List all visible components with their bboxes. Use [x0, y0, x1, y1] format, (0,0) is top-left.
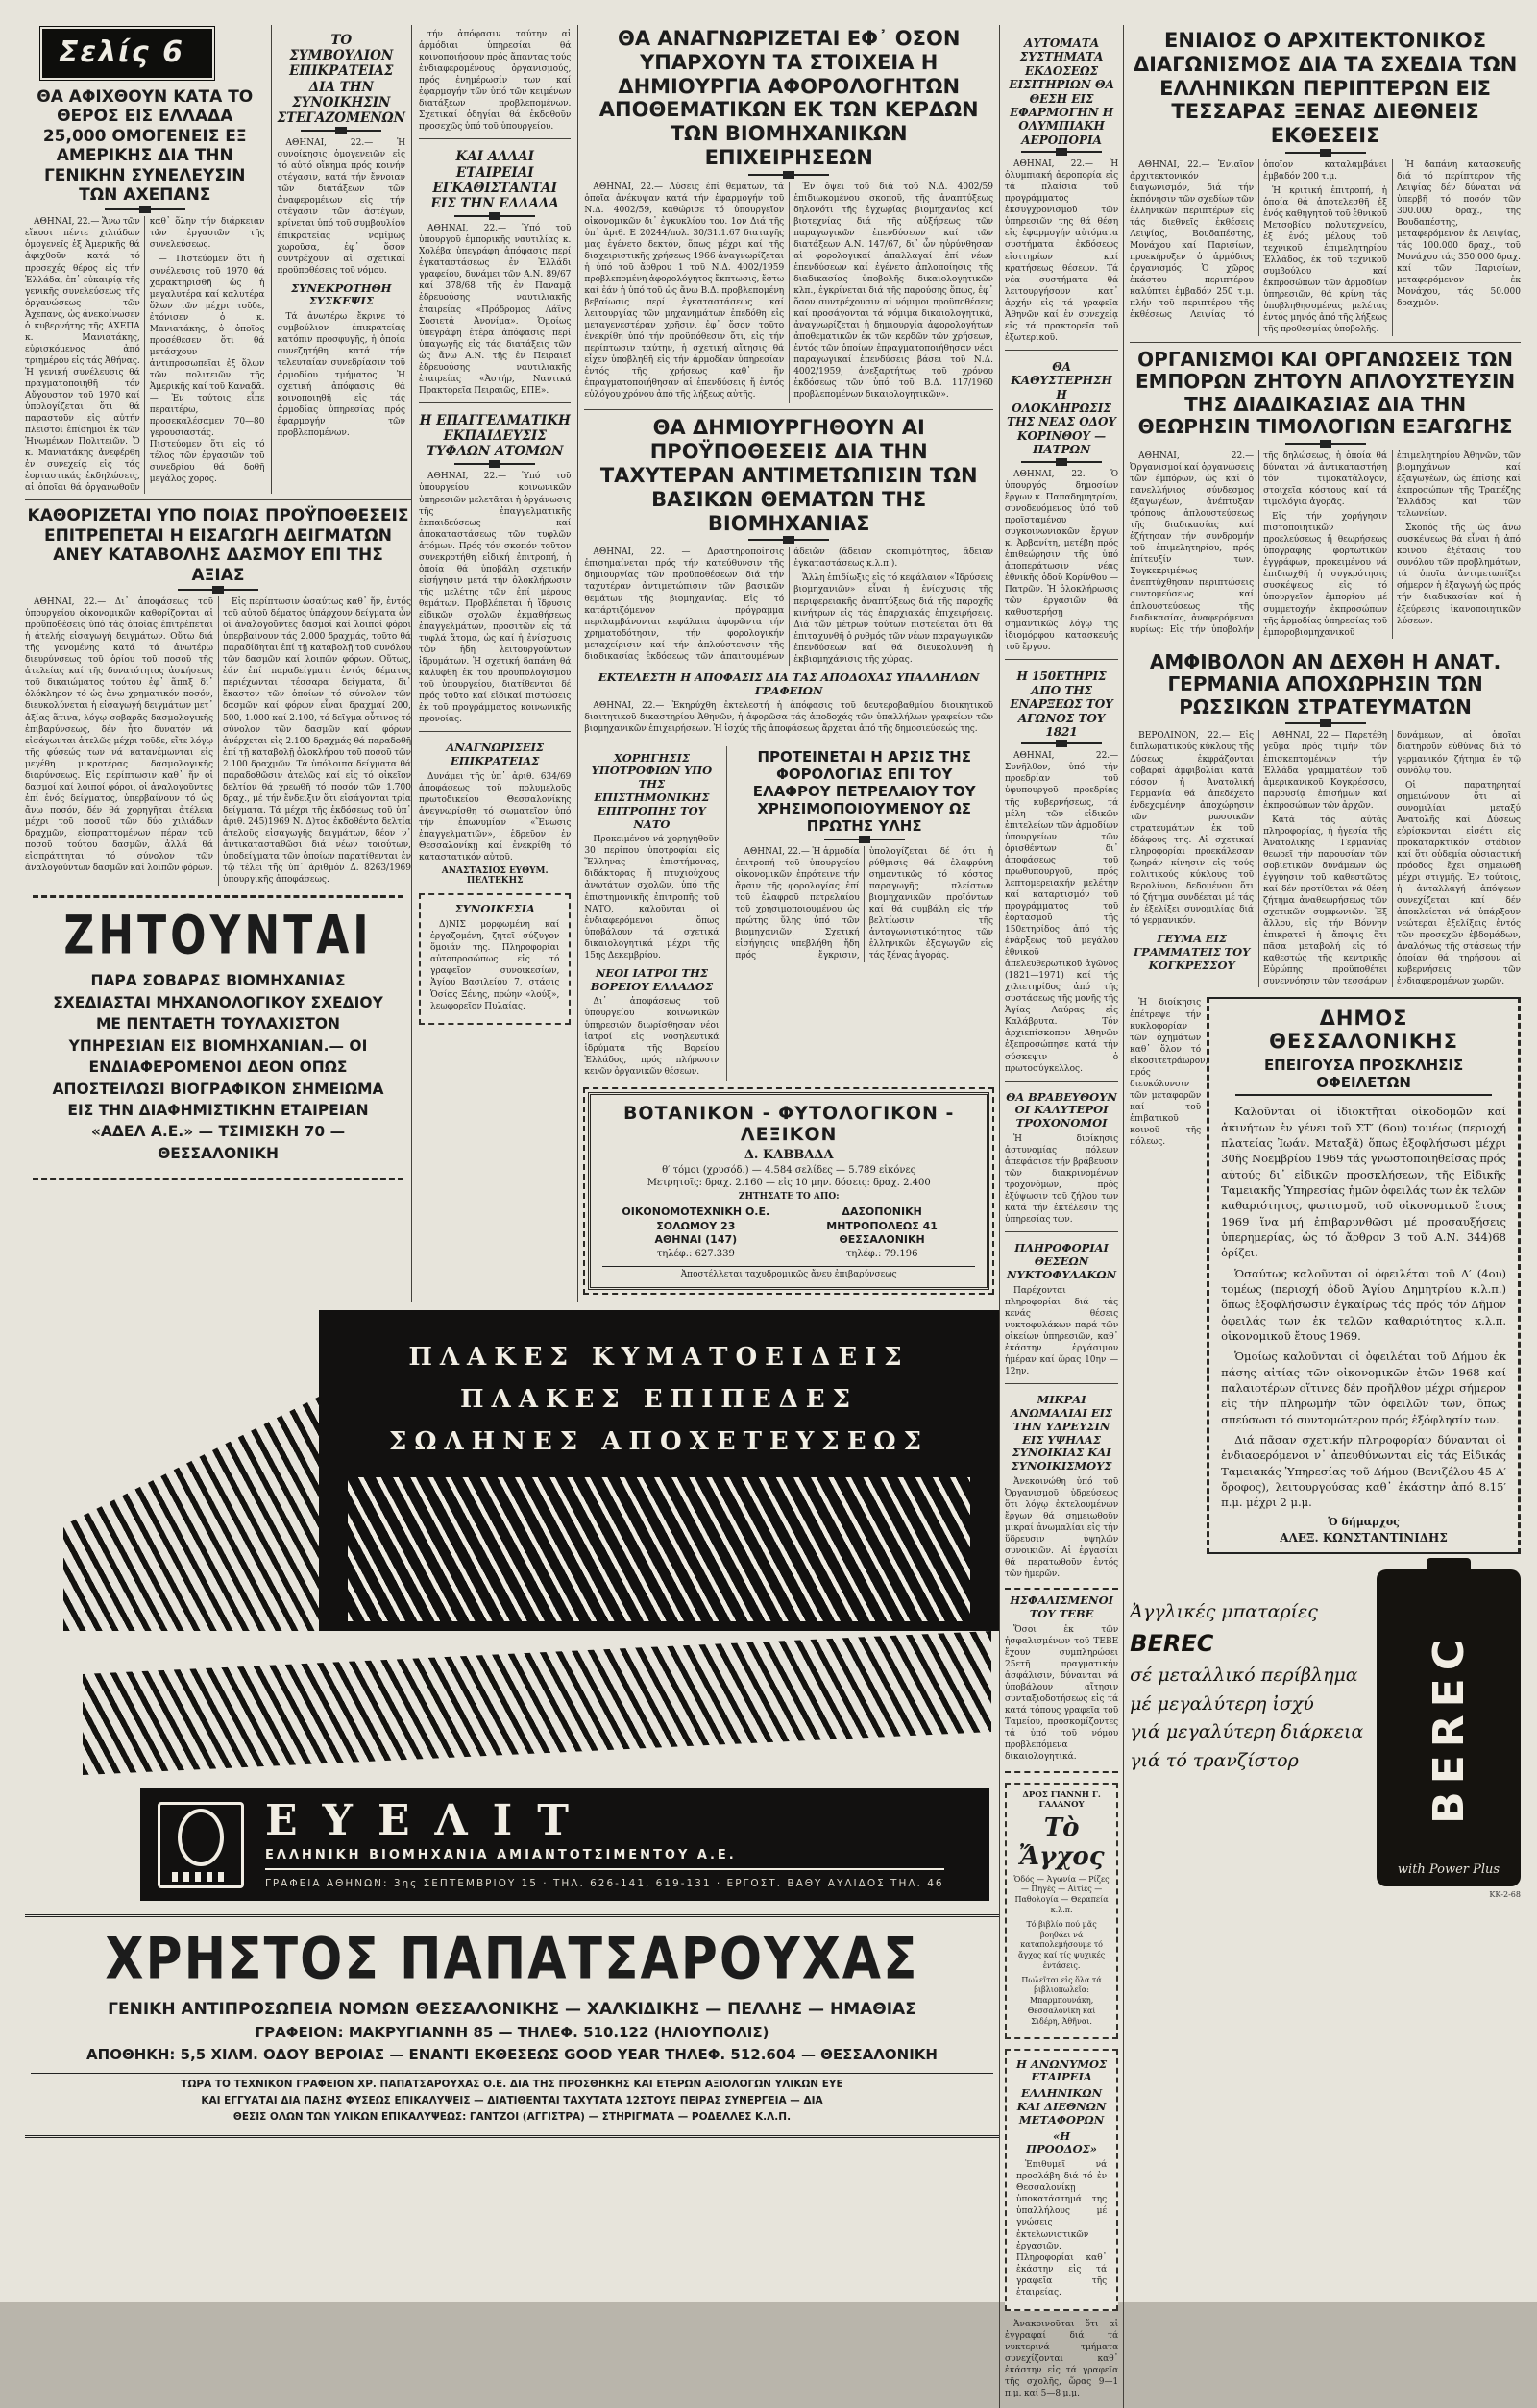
agxos-line1: Ὁδός — Ἀγωνία — Ρίζες — Πηγές — Αἰτίες — Παθολογία — Θεραπεία κ.λ.π.	[1013, 1874, 1110, 1914]
c-bottom-text: Ἀνακοινοῦται ὅτι αἱ ἐγγραφαί διά τά νυκτερινά τμήματα συνεχίζονται καθ᾽ ἑκάστην εἰς τά γραφεῖα τῆς σχολῆς, ὥρας 9—1 π.μ. καί 5—8 μ.μ.	[1005, 2319, 1119, 2399]
etiris-body	[1005, 750, 1118, 1074]
plakes-line1: ΠΛΑΚΕΣ ΚΥΜΑΤΟΕΙΔΕΙΣ	[408, 1343, 910, 1372]
classified-synoikesia	[419, 893, 571, 1024]
ad-berec	[1130, 1569, 1521, 1899]
ad-agxos	[1005, 1783, 1118, 2039]
organismoi-col3: Σκοπός τῆς ὡς ἄνω συσκέψεως θά εἶναι ἡ ἀπό κοινοῦ ἐξέτασις τοῦ συνόλου τῶν προβλημάτων, τά ὁποῖα ἀντιμετωπίζει σήμερον ἡ ἐξαγωγή ὡς πρός τήν διαδικασίαν καί ἡ ἐξεύρεσις ἱκανοποιητικῶν λύσεων.	[1397, 523, 1521, 626]
agxos-line2: Τό βιβλίο πού μᾶς βοηθάει νά καταπολεμήσουμε τό ἄγχος καί τίς ψυχικές ἐντάσεις.	[1017, 1919, 1106, 1970]
headline-divider	[454, 215, 535, 217]
automata-headline: ΑΥΤΟΜΑΤΑ ΣΥΣΤΗΜΑΤΑ ΕΚΔΟΣΕΩΣ ΕΙΣΙΤΗΡΙΩΝ ΘΑ ΘΕΣΗ ΕΙΣ ΕΦΑΡΜΟΓΗΝ Η ΟΛΥΜΠΙΑΚΗ ΑΕΡΟΠΟΡΙΑ	[1009, 36, 1114, 147]
symvoulion-body2	[278, 311, 405, 439]
synoikesia-headline: ΣΥΝΟΙΚΕΣΙΑ	[454, 902, 535, 916]
article-dimiourg	[584, 409, 993, 735]
ydreusi-text: Ἀνεκοινώθη ὑπό τοῦ Ὀργανισμοῦ ὑδρεύσεως ὅτι λόγῳ ἐκτελουμένων ἔργων θά σημειωθοῦν μικραί ἀνωμαλίαι εἰς τήν ὕδρευσιν ὑψηλῶν συνοικιῶν. Αἱ ἐργασίαι θά περατωθοῦν ἐντός τῶν ἡμερῶν.	[1005, 1476, 1119, 1580]
agxos-author: ΔΡΟΣ ΓΙΑΝΝΗ Γ. ΓΑΛΑΝΟΥ	[1022, 1789, 1101, 1810]
etiris-headline: Η 150ΕΤΗΡΙΣ ΑΠΟ ΤΗΣ ΕΝΑΡΞΕΩΣ ΤΟΥ ΑΓΩΝΟΣ ΤΟΥ 1821	[1010, 669, 1113, 739]
troxonomoi-headline: ΘΑ ΒΡΑΒΕΥΘΟΥΝ ΟΙ ΚΑΛΥΤΕΡΟΙ ΤΡΟΧΟΝΟΜΟΙ	[1006, 1089, 1117, 1131]
botaniko-spec2: Μετρητοῖς: δραχ. 2.160 — εἰς 10 μην. δόσεις: δραχ. 2.400	[647, 1177, 931, 1188]
article-ydreusi	[1005, 1383, 1118, 1580]
headline-divider	[178, 589, 258, 591]
fiscal-headline: ΘΑ ΑΝΑΓΝΩΡΙΖΕΤΑΙ ΕΦ᾽ ΟΣΟΝ ΥΠΑΡΧΟΥΝ ΤΑ ΣΤΟΙΧΕΙΑ Η ΔΗΜΙΟΥΡΓΙΑ ΑΦΟΡΟΛΟΓΗΤΩΝ ΑΠΟΘΕΜΑΤΙΚΩΝ ΕΚ ΤΩΝ ΚΕΡΔΩΝ ΤΩΝ ΒΙΟΜΗΧΑΝΙΚΩΝ ΕΠΙΧΕΙΡΗΣΕΩΝ	[598, 27, 979, 169]
anagnoriseis-headline: ΑΝΑΓΝΩΡΙΣΕΙΣ ΕΠΙΚΡΑΤΕΙΑΣ	[446, 741, 545, 768]
neoi-iatroi-text: Δι᾽ ἀποφάσεως τοῦ ὑπουργείου κοινωνικῶν ὑπηρεσιῶν διωρίσθησαν νέοι ἰατροί εἰς νοσηλευτικά ἱδρύματα τῆς Βορείου Ἑλλάδος, πρός πλήρωσιν κενῶν ὀργανικῶν θέσεων.	[584, 997, 720, 1077]
plakes-black-panel	[319, 1310, 999, 1631]
ekteleste-text: ΑΘΗΝΑΙ, 22.— Ἐκηρύχθη ἐκτελεστή ἡ ἀπόφασις τοῦ δευτεροβαθμίου διοικητικοῦ διαιτητικοῦ δικαστηρίου Ἀθηνῶν, ἡ ἀφορῶσα τάς ἀποδοχάς τῶν ὑπαλλήλων γραφείων τῶν βιομηχανικῶν ἐπιχειρήσεων. Ἡ ἰσχύς τῆς ἀποφάσεως ἄρχεται ἀπό τῆς δημοσιεύσεώς της.	[584, 701, 993, 735]
article-fiscal	[584, 27, 993, 403]
botaniko-address-thessaloniki	[789, 1205, 975, 1261]
botaniko-address-athens	[602, 1205, 789, 1261]
page-number-label: Σελίς 6	[42, 29, 212, 78]
xorigisis-headline: ΧΟΡΗΓΗΣΙΣ ΥΠΟΤΡΟΦΙΩΝ ΥΠΟ ΤΗΣ ΕΠΙΣΤΗΜΟΝΙΚΗΣ ΕΠΙΤΡΟΠΗΣ ΤΟΥ ΝΑΤΟ	[591, 750, 713, 831]
botaniko-left2: ΣΟΛΩΜΟΥ 23	[656, 1219, 736, 1232]
symvoulion-headline: ΤΟ ΣΥΜΒΟΥΛΙΟΝ ΕΠΙΚΡΑΤΕΙΑΣ ΔΙΑ ΤΗΝ ΣΥΝΟΙΚΗΣΙΝ ΣΤΕΓΑΖΟΜΕΝΩΝ	[277, 33, 405, 126]
berec-battery-label: BEREC	[1424, 1631, 1474, 1824]
proodos-body	[1016, 2159, 1107, 2299]
ekteleste-subhead: ΕΚΤΕΛΕΣΤΗ Η ΑΠΟΦΑΣΙΣ ΔΙΑ ΤΑΣ ΑΠΟΔΟΧΑΣ ΥΠΑΛΛΗΛΩΝ ΓΡΑΦΕΙΩΝ	[598, 669, 980, 697]
botaniko-right4: τηλέφ.: 79.196	[845, 1249, 918, 1260]
papatsarouxas-line5: ΚΑΙ ΕΓΓΥΑΤΑΙ ΔΙΑ ΠΑΣΗΣ ΦΥΣΕΩΣ ΕΠΙΚΑΛΥΨΕΙΣ — ΔΙΑΤΙΘΕΝΤΑΙ ΤΑΧΥΤΑΤΑ 12ΣΤΟΥΣ ΠΕΙΡΑΣ ΣΥΝΕΡΓΕΙΑ — ΔΙΑ	[201, 2095, 823, 2106]
d-strip-text	[1130, 997, 1207, 1553]
headline-divider	[301, 130, 381, 132]
evelit-logo-icon	[158, 1802, 244, 1888]
botaniko-footer: Ἀποστέλλεται ταχυδρομικῶς ἄνευ ἐπιβαρύνσεως	[602, 1266, 975, 1279]
amfivolon-col2: Κατά τάς αὐτάς πληροφορίας, ἡ ἡγεσία τῆς Ἀνατολικῆς Γερμανίας θεωρεῖ τήν παρουσίαν τῶν σοβιετικῶν δυνάμεων ὡς ἐγγύησιν τοῦ καθεστῶτος καί δέν προτίθεται νά θέση ζήτημα ἀναθεωρήσεως τῶν σχετικῶν συμφωνιῶν. Ἐξ ἄλλου, εἰς τήν Βόννην ἐπικρατεῖ ἡ ἄποψις ὅτι πᾶσα μεταβολή εἰς τό καθεστώς τῆς κεντρικῆς Εὐρώπης προϋποθέτει συνεννόησιν τῶν τεσσάρων δυνάμεων, αἱ ὁποῖαι διατηροῦν εὐθύνας διά τό γερμανικόν ζήτημα ἐν τῷ συνόλῳ του.	[1263, 731, 1521, 987]
kathorizetai-col1: ΑΘΗΝΑΙ, 22.— Δι᾽ ἀποφάσεως τοῦ ὑπουργείου οἰκονομικῶν καθορίζονται αἱ προϋποθέσεις ὑπό τάς ὁποίας ἐπιτρέπεται ἡ ἀτελής εἰσαγωγή δειγμάτων. Οὕτω διά τῆς γενομένης κατά τά ἀνωτέρω διευρύνσεως τοῦ ὁρίου τοῦ ποσοῦ τῆς ἀτελείας καί τῆς δυνατότητος ἀσκήσεως τοῦ δικαιώματος τούτου ἐφ᾽ ἅπαξ δι᾽ ὁλόκληρον τό ὡς ἄνω χρηματικόν ποσόν, διευκολύνεται ἡ εἰσαγωγή δειγμάτων μετ᾽ ἀξίας ἅτινα, λόγῳ σοβαρᾶς δασμολογικῆς ἐπιβαρύνσεως, δέν ἦτο δυνατόν νά εἰσάγωνται ἀτελῶς μέχρι τοῦδε, εἴτε λόγῳ τῆς φύσεώς των νά κατανέμωνται εἰς μεγέθη μικροτέρας δασμολογικῆς διαρύνσεως. Εἰς περίπτωσιν καθ᾽ ἥν οἱ δασμοί καί λοιποί φόροι, οἱ ἀναλογοῦντες ἐπί ἑνός δείγματος, ὑπερβαίνουν τό ὡς ἄνω ποσόν, δέν θά χορηγῆται ἀτέλεια μέχρι τοῦ ποσοῦ τῶν δύο χιλιάδων δραχμῶν, εἰσπραττομένων πέραν τοῦ ποσοῦ τούτου δασμῶν, ἀλλά θά εἰσπράττηται τό σύνολον τῶν ἀναλογούντων δασμῶν καί λοιπῶν φόρων.	[25, 597, 213, 874]
xorigisis-text: Προκειμένου νά χορηγηθοῦν 30 περίπου ὑποτροφίαι εἰς Ἕλληνας ἐπιστήμονας, διδάκτορας ἤ πτυχιούχους ἀνωτάτων σχολῶν, ὑπό τῆς ἐπιστημονικῆς ἐπιτροπῆς τοῦ ΝΑΤΟ, καλοῦνται οἱ ἐνδιαφερόμενοι ὅπως ὑποβάλουν τά σχετικά δικαιολογητικά μέχρι τῆς 15ης Δεκεμβρίου.	[584, 835, 720, 961]
ekteleste-body	[584, 700, 993, 735]
headline-divider	[1021, 151, 1102, 153]
botaniko-left4: τηλέφ.: 627.339	[656, 1249, 735, 1260]
papatsarouxas-line1: ΓΕΝΙΚΗ ΑΝΤΙΠΡΟΣΩΠΕΙΑ ΝΟΜΩΝ ΘΕΣΣΑΛΟΝΙΚΗΣ — ΧΑΛΚΙΔΙΚΗΣ — ΠΕΛΛΗΣ — ΗΜΑΘΙΑΣ	[108, 2000, 916, 2019]
headline-divider	[1285, 722, 1366, 724]
plakes-line2: ΠΛΑΚΕΣ ΕΠΙΠΕΔΕΣ	[459, 1385, 859, 1414]
botaniko-title: ΒΟΤΑΝΙΚΟΝ - ΦΥΤΟΛΟΓΙΚΟΝ - ΛΕΞΙΚΟΝ	[622, 1102, 955, 1145]
article-organismoi	[1130, 342, 1521, 639]
botaniko-left1: ΟΙΚΟΝΟΜΟΤΕΧΝΙΚΗ Ο.Ε.	[622, 1204, 770, 1218]
etiris-text: ΑΘΗΝΑΙ, 22.— Συνῆλθον, ὑπό τήν προεδρίαν τοῦ ὑφυπουργοῦ προεδρίας τῆς κυβερνήσεως, τά μέλη τῶν εἰδικῶν ἐπιτελείων τῶν ἁρμοδίων ὑπουργείων τῶν ὁρισθέντων δι᾽ ἀποφάσεως τοῦ πρωθυπουργοῦ, πρός λεπτομερειακήν μελέτην καί καταρτισμόν τοῦ προγράμματος τοῦ ἑορτασμοῦ τῆς 150ετηρίδος ἀπό τῆς ἐνάρξεως τοῦ μεγάλου ἐθνικοῦ ἀπελευθερωτικοῦ ἀγῶνος (1821—1971) καί τῆς χιλιετηρίδος ἀπό τῆς συστάσεως τῆς μονῆς τῆς Ἁγίας Λαύρας εἰς Καλάβρυτα. Τόν ἀρχιεπίσκοπον Ἀθηνῶν ἐξεπροσώπησε κατά τήν σύσκεψιν ὁ πρωτοσύγκελλος.	[1005, 751, 1119, 1074]
organismoi-col2: Εἰς τήν χορήγησιν πιστοποιητικῶν προελεύσεως ἤ θεωρήσεως ὑπογραφῆς φορτωτικῶν ἐγγράφων, προκειμένου νά ἐπιδιωχθῆ ἡ συγκρότησις συσκέψεως εἰς τό ὑπουργεῖον ἐμπορίου μέ συμμετοχήν ἐκπροσώπων τῆς ἁρμοδίας ὑπηρεσίας τοῦ ἐμποροβιομηχανικοῦ ἐπιμελητηρίου Ἀθηνῶν, τῶν βιομηχάνων καί ἐξαγωγέων, ὡς ἐπίσης καί ἐκπροσώπων τῆς Τραπέζης Ἑλλάδος καί τῶν τελωνείων.	[1263, 450, 1521, 638]
anagnoriseis-signature: ΑΝΑΣΤΑΣΙΟΣ ΕΥΘΥΜ. ΠΕΛΤΕΚΗΣ	[441, 866, 549, 887]
botaniko-spec1: θ′ τόμοι (χρυσόδ.) — 4.584 σελίδες — 5.789 εἰκόνες	[662, 1164, 916, 1176]
xorigisis-body	[584, 834, 719, 961]
anagnoriseis-text: Δυνάμει τῆς ὑπ᾽ ἀριθ. 634/69 ἀποφάσεως τοῦ πολυμελοῦς πρωτοδικείου Θεσσαλονίκης ἀνεγνωρίσθη τό σωματεῖον ὑπό τήν ἐπωνυμίαν «Ἕνωσις ἐπαγγελματιῶν», ἑδρεῦον ἐν Θεσσαλονίκῃ καί ἐνεκρίθη τό καταστατικόν αὐτοῦ.	[419, 772, 572, 863]
tyflon-text: ΑΘΗΝΑΙ, 22.— Ὑπό τοῦ ὑπουργείου κοινωνικῶν ὑπηρεσιῶν μελετᾶται ἡ ὀργάνωσις τῆς ἐπαγγελματικῆς ἐκπαιδεύσεως καί ἀποκαταστάσεως τῶν τυφλῶν ἀτόμων. Πρός τόν σκοπόν τοῦτον συνεκροτήθη εἰδική ἐπιτροπή, ἡ ὁποία θά ὑποβάλη σχετικήν εἰσήγησιν μετά τήν ὁλοκλήρωσιν τῆς μελέτης τῶν ἐπί μέρους θεμάτων. Προβλέπεται ἡ ἵδρυσις εἰδικῶν σχολῶν ἐκμαθήσεως ἐπαγγελμάτων, προσιτῶν εἰς τά τυφλά ἄτομα, ὡς καί ἡ ἐνίσχυσις τῶν ἤδη λειτουργούντων ἱδρυμάτων. Ἡ σχετική δαπάνη θά καλυφθῆ ἐκ τοῦ προϋπολογισμοῦ τοῦ ὑπουργείου, διατίθενται δέ πρός τοῦτο καί εἰδικαί πιστώσεις ἐκ τοῦ προγράμματος κοινωνικῆς προνοίας.	[419, 472, 572, 725]
berec-battery-image	[1377, 1569, 1521, 1886]
headline-divider	[1021, 742, 1102, 744]
automata-text: ΑΘΗΝΑΙ, 22.— Ἡ ὀλυμπιακή ἀεροπορία εἰς τά πλαίσια τοῦ προγράμματος ἐκσυγχρονισμοῦ τῶν ὑπηρεσιῶν της θά θέση εἰς ἐφαρμογήν αὐτόματα συστήματα ἐκδόσεως εἰσιτηρίων καί κρατήσεως θέσεων. Τά νέα συστήματα θά λειτουργήσουν κατ᾽ ἀρχήν εἰς τά γραφεῖα Ἀθηνῶν καί ἐν συνεχείᾳ εἰς τά πρακτορεῖα τοῦ ἐξωτερικοῦ.	[1005, 159, 1119, 343]
organismoi-col1: ΑΘΗΝΑΙ, 22.— Ὀργανισμοί καί ὀργανώσεις τῶν ἐμπόρων, ὡς καί ὁ πανελλήνιος σύνδεσμος ἐξαγωγέων, ἀνέπτυξαν τρόπους ἁπλουστεύσεως τῆς διαδικασίας καί ἐζήτησαν τήν συνδρομήν τοῦ ἐπιμελητηρίου, πρός ἐπίτευξίν των. Συγκεκριμένως ἀνεπτύχθησαν περιπτώσεις συντομεύσεως καί ἁπλουστεύσεως τῆς διαδικασίας, ἀναφερόμεναι κυρίως: Εἰς τήν ὑποβολήν τῆς δηλώσεως, ἡ ὁποία θά δύναται νά ἀντικαταστήση τόν τιμοκατάλογον, στοιχεῖα κόστους καί τά τιμολόγια ἀγορᾶς.	[1130, 450, 1388, 635]
automata-body	[1005, 158, 1118, 344]
dimos-p2: Ὡσαύτως καλοῦνται οἱ ὀφειλέται τοῦ Δ′ (4ου) τομέως (περιοχή ὁδοῦ Ἁγίου Δημητρίου κ.λ.π.) ὅπως ἐξοφλήσωσιν ἐγκαίρως τάς πρός τόν Δῆμον ὀφειλάς των ἐκ τελῶν καθαριότητος κ.λ.π. οἰκονομικοῦ ἔτους 1969.	[1221, 1266, 1506, 1344]
headline-divider	[105, 208, 185, 210]
dimos-p4: Διά πᾶσαν σχετικήν πληροφορίαν δύνανται οἱ ἐνδιαφερόμενοι ν᾽ ἀπευθύνωνται εἰς τάς Εἰδικάς Ταμειακάς Ὑπηρεσίας τοῦ Δήμου (Βενιζέλου 45 Α′ ὄροφος), λειτουργούσας καθ᾽ ἑκάστην ἀπό 8.15′ π.μ. μέχρι 2 μ.μ.	[1221, 1433, 1506, 1510]
tebe-text: Ὅσοι ἐκ τῶν ἠσφαλισμένων τοῦ ΤΕΒΕ ἔχουν συμπληρώσει 25ετῆ πραγματικήν ἀσφάλισιν, δύνανται νά ὑποβάλουν αἴτησιν συνταξιοδοτήσεως εἰς τά κατά τόπους γραφεῖα τοῦ Ταμείου, προσκομίζοντες τά ὑπό τοῦ νόμου προβλεπόμενα δικαιολογητικά.	[1005, 1624, 1119, 1763]
plakes-line3: ΣΩΛΗΝΕΣ ΑΠΟΧΕΤΕΥΣΕΩΣ	[388, 1427, 930, 1456]
fiscal-col2: Ἐν ὄψει τοῦ διά τοῦ Ν.Δ. 4002/59 ἐπιδιωκομένου σκοποῦ, τῆς ἀναπτύξεως δηλονότι τῆς ἐγχωρίας βιομηχανίας καί βιοτεχνίας διά τῆς αὐξήσεως τῶν παραγωγικῶν ἐπενδύσεων καί τῶν διατάξεων Α.Ν. 147/67, δι᾽ ὧν ηὐρύνθησαν αἱ φορολογικαί ἀπαλλαγαί ἐπί νέων ἐπενδύσεων καί ἐγένετο ἁπλοποίησις τῆς διαδικασίας ὑποβολῆς δικαιολογητικῶν κλπ., ἐγκρίνεται διά τῆς παρούσης ὅπως, ἐφ᾽ ὅσον συντρέχουσιν αἱ νόμιμοι προϋποθέσεις καί προσάγονται τά νόμιμα δικαιολογητικά, ἀναγνωρίζεται ἡ δημιουργία ἀφορολογήτων ἀποθεματικῶν ἐκ τῶν κερδῶν τῶν χρήσεων, ἐντός τῶν ὁποίων ἐπραγματοποιήθησαν νέαι παραγωγικαί ἐπενδύσεις βάσει τοῦ Ν.Δ. 4002/1959, ἀνεξαρτήτως τοῦ χρόνου ἐκδόσεως τῶν ὑπό τοῦ Β.Δ. 117/1960 προβλεπομένων δικαιολογητικῶν».	[793, 182, 993, 401]
tyflon-headline: Η ΕΠΑΓΓΕΛΜΑΤΙΚΗ ΕΚΠΑΙΔΕΥΣΙΣ ΤΥΦΛΩΝ ΑΤΟΜΩΝ	[419, 412, 571, 460]
amfivolon-body	[1130, 730, 1521, 987]
dimos-ad-title: ΕΠΕΙΓΟΥΣΑ ΠΡΟΣΚΛΗΣΙΣ ΟΦΕΙΛΕΤΩΝ	[1235, 1057, 1492, 1096]
enaios-col1: ΑΘΗΝΑΙ, 22.— Ἑνιαῖον ἀρχιτεκτονικόν διαγωνισμόν, διά τήν ἐκπόνησιν τῶν σχεδίων τῶν ἑλληνικῶν περιπτέρων εἰς τάς διεθνεῖς ἐκθέσεις Λειψίας, Βουδαπέστης, Μονάχου καί Παρισίων, προεκήρυξεν ὁ ἁρμόδιος ὀργανισμός. Ὁ χῶρος ἑκάστου περιπτέρου καλύπτει ἐμβαδόν 250 τ.μ. πλήν τοῦ περιπτέρου τῆς ἐκθέσεως Λειψίας τό ὁποῖον καταλαμβάνει ἐμβαδόν 200 τ.μ.	[1130, 159, 1388, 321]
headline-divider	[1021, 461, 1102, 463]
symvoulion-body	[278, 137, 405, 277]
article-kathorizetai	[25, 499, 411, 886]
tebe-body	[1005, 1624, 1118, 1763]
berec-ad-code: ΚΚ-2-68	[1489, 1889, 1521, 1899]
amfivolon-col1: ΒΕΡΟΛΙΝΟΝ, 22.— Εἰς διπλωματικούς κύκλους τῆς Δύσεως ἐκφράζονται σοβαραί ἀμφιβολίαι κατά πόσον ἡ Ἀνατολική Γερμανία θά ἀπεδέχετο ἐνδεχομένην ἀποχώρησιν τῶν ρωσσικῶν στρατευμάτων ἐκ τοῦ ἐδάφους της. Αἱ σχετικαί πληροφορίαι προεκάλεσαν ζωηράν κίνησιν εἰς τούς πολιτικούς κύκλους τοῦ Βερολίνου, δεδομένου ὅτι τό ζήτημα συνδέεται μέ τάς ἐν ἐξελίξει συνομιλίας διά τό γερμανικόν.	[1130, 731, 1255, 927]
d-strip-paragraph: Ἡ διοίκησις ἐπέτρεψε τήν κυκλοφορίαν τῶν ὀχημάτων καθ᾽ ὅλον τό εἰκοσιτετράωρον, πρός διευκόλυνσιν τῶν μεταφορῶν καί τοῦ ἐπιβατικοῦ κοινοῦ τῆς πόλεως.	[1130, 998, 1208, 1148]
evelit-address: ΓΡΑΦΕΙΑ ΑΘΗΝΩΝ: 3ης ΣΕΠΤΕΜΒΡΙΟΥ 15 · ΤΗΛ. 626-141, 619-131 · ΕΡΓΟΣΤ. ΒΑΘΥ ΑΥΛΙΔΟΣ ΤΗΛ. 46	[265, 1878, 944, 1889]
dimiourg-headline: ΘΑ ΔΗΜΙΟΥΡΓΗΘΟΥΝ ΑΙ ΠΡΟΫΠΟΘΕΣΕΙΣ ΔΙΑ ΤΗΝ ΤΑΧΥΤΕΡΑΝ ΑΝΤΙΜΕΤΩΠΙΣΙΝ ΤΩΝ ΒΑΣΙΚΩΝ ΘΕΜΑΤΩΝ ΤΗΣ ΒΙΟΜΗΧΑΝΙΑΣ	[599, 416, 978, 535]
amfivolon-headline: ΑΜΦΙΒΟΛΟΝ ΑΝ ΔΕΧΘΗ Η ΑΝΑΤ. ΓΕΡΜΑΝΙΑ ΑΠΟΧΩΡΗΣΙΝ ΤΩΝ ΡΩΣΣΙΚΩΝ ΣΤΡΑΤΕΥΜΑΤΩΝ	[1149, 649, 1501, 718]
column-a	[25, 25, 411, 1302]
column-c	[1000, 25, 1123, 2408]
plirofories-text: Παρέχονται πληροφορίαι διά τάς κενάς θέσεις νυκτοφυλάκων παρά τῶν οἰκείων ὑπηρεσιῶν, καθ᾽ ἑκάστην ἐργάσιμον ἡμέραν καί ὥρας 10ην — 12ην.	[1005, 1285, 1119, 1377]
proodos-line2: ΕΛΛΗΝΙΚΩΝ ΚΑΙ ΔΙΕΘΝΩΝ ΜΕΤΑΦΟΡΩΝ	[1016, 2086, 1107, 2127]
botaniko-left3: ΑΘΗΝΑΙ (147)	[654, 1233, 738, 1247]
ad-zitountai	[33, 895, 403, 1180]
column-b	[577, 25, 999, 1302]
article-amfivolon	[1130, 645, 1521, 988]
dimos-org-name: ΔΗΜΟΣ ΘΕΣΣΑΛΟΝΙΚΗΣ	[1269, 1007, 1458, 1054]
kathorizetai-col2: Εἰς περίπτωσιν ὡσαύτως καθ᾽ ἥν, ἐντός τοῦ αὐτοῦ δέματος ὑπάρχουν δείγματα ὧν οἱ ἀναλογοῦντες δασμοί καί λοιποί φόροι ὑπερβαίνουν τάς 2.000 δραχμάς, τοῦτο θά παραδίδηται ἐπί τῇ καταβολῇ τοῦ συνόλου τῶν δασμῶν καί λοιπῶν φόρων. Οὕτως, ἐάν ἐπί παραδείγματι ἐντός δέματος περιέχωνται τέσσαρα δείγματα, δι᾽ ἕκαστον τῶν ὁποίων τό σύνολον τῶν δασμῶν καί φόρων εἶναι δραχμαί 200, 500, 1.000 καί 2.100, τό δεῖγμα οὗτινος τό σύνολον τῶν δασμῶν καί φόρων ἀνέρχεται εἰς 2.100 δραχμάς θά παραδοθῆ ἐπί τῇ καταβολῇ ὁλοκλήρου τοῦ ποσοῦ τῶν 2.100 δραχμῶν. Τά ὑπόλοιπα δείγματα θά παραδοθῶσιν ἀτελῶς καί εἰς τό οἰκεῖον δελτίον θά χρεωθῆ τό ποσόν τῶν 1.700 δραχ., μέ τήν ἔνδειξιν ὅτι εἰσάγονται τρία δείγματα. Τά μέχρι τῆς ἐκδόσεως τοῦ ὑπ᾽ ἀριθ. 245)1969 Ν. Δ)τος ἐκδοθέντα δελτία ἀτελοῦς εἰσαγωγῆς δειγμάτων, δέον ν᾽ ἀντικατασταθῶσι διά νέων τοιούτων, ὑποδείγματα τῶν ὁποίων παρατίθενται ἐν τῷ τέλει τῆς ὑπ᾽ ἀριθμόν Δ. 8263/1969 ὑπουργικῆς ἀποφάσεως.	[223, 597, 411, 886]
column-3	[411, 25, 577, 1302]
papatsarouxas-line6: ΘΕΣΙΣ ΟΛΩΝ ΤΩΝ ΥΛΙΚΩΝ ΕΠΙΚΑΛΥΨΕΩΣ: ΓΑΝΤΖΟΙ (ΑΓΓΙΣΤΡΑ) — ΣΤΗΡΙΓΜΑΤΑ — ΡΟΔΕΛΛΕΣ Κ.Λ.Π.	[232, 2111, 792, 2123]
dimos-p1: Καλοῦνται οἱ ἰδιοκτῆται οἰκοδομῶν καί ἀκινήτων ἐν γένει τοῦ ΣΤ′ (6ου) τομέως (περιοχή πλατείας Ἰωάν. Μεταξᾶ) ὅπως ἐξοφλήσωσι μέχρι 30ῆς Νοεμβρίου 1969 τάς γνωστοποιηθείσας πρός αὐτούς δι᾽ εἰδικῶν προσκλήσεων, τῆς Εἰδικῆς Ταμειακῆς Ὑπηρεσίας ἡμῶν ὀφειλάς των ἐκ τελῶν καθαριότητος, φωτισμοῦ, τοῦ οἰκονομικοῦ ἔτους 1969 ἵνα μή ἐπιβαρυνθῶσι μέ προσαυξήσεις ὑπερημερίας, ὡς τό ἄρθρον 3 τοῦ Α.Ν. 344)68 ὁρίζει.	[1221, 1105, 1507, 1260]
article-petrelaio	[726, 746, 993, 1081]
ad-papatsarouxas	[25, 1914, 999, 2138]
geuma-text: ΑΘΗΝΑΙ, 22.— Παρετέθη γεῦμα πρός τιμήν τῶν ἐπισκεπτομένων τήν Ἑλλάδα γραμματέων τοῦ ἀμερικανικοῦ Κογκρέσσου, παρουσίᾳ ἐπισήμων καί ἐκπροσώπων τῶν ἀρχῶν.	[1263, 731, 1388, 811]
anagnoriseis-body	[419, 771, 571, 863]
symvoulion-subhead: ΣΥΝΕΚΡΟΤΗΘΗ ΣΥΣΚΕΨΙΣ	[290, 280, 392, 308]
berec-line1: Ἀγγλικές μπαταρίες	[1130, 1600, 1318, 1622]
left-section	[25, 25, 999, 2408]
agxos-line3: Πωλεῖται εἰς ὅλα τά βιβλιοπωλεῖα: Μπαρμπουνάκη, Θεσσαλονίκη καί Σιδέρη, Ἀθῆναι.	[1021, 1975, 1102, 2026]
petrelaio-headline: ΠΡΟΤΕΙΝΕΤΑΙ Η ΑΡΣΙΣ ΤΗΣ ΦΟΡΟΛΟΓΙΑΣ ΕΠΙ ΤΟΥ ΕΛΑΦΡΟΥ ΠΕΤΡΕΛΑΙΟΥ ΤΟΥ ΧΡΗΣΙΜΟΠΟΙΟΥΜΕΝΟΥ ΩΣ ΠΡΩΤΗΣ ΥΛΗΣ	[752, 747, 976, 835]
article-anagnoriseis	[419, 731, 571, 886]
dimos-row	[1130, 997, 1521, 1553]
etaireiai-body	[419, 223, 571, 397]
proodos-line3: «Η ΠΡΟΟΔΟΣ»	[1026, 2128, 1097, 2156]
tyflon-body	[419, 471, 571, 725]
troxonomoi-text: Ἡ διοίκησις ἀστυνομίας πόλεων ἀπεφάσισε τήν βράβευσιν τῶν διακρινομένων τροχονόμων, πρός ἐξύψωσιν τοῦ ζήλου των κατά τήν ἐκτέλεσιν τῆς ὑπηρεσίας των.	[1005, 1134, 1119, 1226]
berec-line6: γιά τό τρανζίστορ	[1130, 1749, 1299, 1771]
plirofories-headline: ΠΛΗΡΟΦΟΡΙΑΙ ΘΕΣΕΩΝ ΝΥΚΤΟΦΥΛΑΚΩΝ	[1007, 1241, 1117, 1281]
symvoulion-p2: Τά ἀνωτέρω ἔκρινε τό συμβούλιον ἐπικρατείας κατόπιν προσφυγῆς, ἡ ὁποία συνεζητήθη κατά τήν τελευταίαν συνεδρίασιν τοῦ ἁρμοδίου τμήματος. Ἡ σχετική ἀπόφασις θά κοινοποιηθῆ εἰς τάς ἁρμοδίας ὑπηρεσίας πρός ἐφαρμογήν τῶν προβλεπομένων.	[277, 312, 405, 438]
troxonomoi-body	[1005, 1133, 1118, 1226]
petrelaio-text: ΑΘΗΝΑΙ, 22.— Ἡ ἁρμοδία ἐπιτροπή τοῦ ὑπουργείου οἰκονομικῶν ἐπρότεινε τήν ἄρσιν τῆς φορολογίας ἐπί τοῦ ἐλαφροῦ πετρελαίου τοῦ χρησιμοποιουμένου ὡς πρώτης ὕλης ὑπό τῶν βιομηχανιῶν. Σχετική εἰσήγησις ὑπεβλήθη ἤδη πρός ἔγκρισιν, ὑπολογίζεται δέ ὅτι ἡ ρύθμισις θά ἐλαφρύνη σημαντικῶς τό κόστος παραγωγῆς πλείστων βιομηχανικῶν προϊόντων καί θά συμβάλη εἰς τήν βελτίωσιν τῆς ἀνταγωνιστικότητος τῶν ἑλληνικῶν ἐξαγωγῶν εἰς τάς ξένας ἀγοράς.	[735, 846, 993, 961]
headline-divider	[454, 463, 535, 465]
fiscal-col1: ΑΘΗΝΑΙ, 22.— Λύσεις ἐπί θεμάτων, τά ὁποῖα ἀνέκυψαν κατά τήν ἐφαρμογήν τοῦ Ν.Δ. 4002/59, καθώρισε τό ὑπουργεῖον οἰκονομικῶν δι᾽ ἐγκυκλίου του. 1ον Διά τῆς ὑπ᾽ ἀριθ. Ε 20244/πολ. 30/31.1.67 διαταγῆς μας ἐγένετο δεκτόν, ὅπως μέχρι καί τῆς διαχειριστικῆς χρήσεως 1966 ἀναγνωρίζεται ἡ ὑπό τοῦ ἄρθρου 1 τοῦ Ν.Δ. 4002/1959 προβλεπομένη ἀφορολόγητος ἔκπτωσις, ἔστω καί ἐάν ἡ ὑπό τοῦ ὡς ἄνω Β.Δ. προβλεπομένη βεβαίωσις περί ἐγκαταστάσεως καί λειτουργίας τῶν μηχανημάτων ἐπεδόθη εἰς μεταγενεστέραν χρῆσιν, ἐφ᾽ ὅσον τοῦτο ἐνεκρίθη ὑπό τήν προϋπόθεσιν ὅτι, εἰς τήν περίπτωσιν ταύτην, ἡ σχετική αἴτησις θά εἶχεν ὑποβληθῆ εἰς τήν ἁρμοδίαν ὑπηρεσίαν ἐντός τῆς χρήσεως καθ᾽ ἥν ἐπραγματοποιήθησαν αἱ ἐπενδύσεις ἤ ἐντός εὐλόγου χρόνου ἀπό τῆς λήξεως αὐτῆς.	[584, 182, 785, 401]
notice-tebe	[1005, 1588, 1118, 1772]
botaniko-right3: ΘΕΣΣΑΛΟΝΙΚΗ	[839, 1233, 925, 1247]
article-enaios	[1130, 29, 1521, 336]
ad-proodos	[1005, 2049, 1118, 2311]
article-plirofories	[1005, 1231, 1118, 1377]
headline-divider	[1285, 443, 1366, 445]
headline-divider	[748, 174, 829, 176]
ad-botaniko	[588, 1092, 989, 1290]
evelit-wave-shape	[172, 1872, 230, 1882]
dimiourg-col2: Ἄλλη ἐπιδίωξις εἰς τό κεφάλαιον «Ἱδρύσεις βιομηχανιῶν» εἶναι ἡ ἐνίσχυσις τῆς περιφερειακῆς ἀναπτύξεως διά τῆς παροχῆς κινήτρων εἰς τάς ἐπαρχιακάς ἐπιχειρήσεις. Διά τῶν μέτρων τούτων πιστεύεται ὅτι θά ἐπιταχυνθῆ ὁ ρυθμός τῶν νέων παραγωγικῶν ἐπενδύσεων καί θά διευκολυνθῆ ἡ ἐκβιομηχάνισις τῆς χώρας.	[793, 573, 993, 665]
article-kathysterisi	[1005, 350, 1118, 653]
enaios-col3: Ἡ δαπάνη κατασκευῆς διά τό περίπτερον τῆς Λειψίας δέν δύναται νά ὑπερβῆ τό ποσόν τῶν 300.000 δραχ., τῆς Βουδαπέστης, μεταφερόμενον ἐκ Λειψίας, τάς 100.000 δραχ., τοῦ Μονάχου τάς 350.000 δραχ. καί τῶν Παρισίων, μεταφερόμενον ἐκ Μονάχου, τάς 50.000 δραχμῶν.	[1397, 159, 1521, 309]
center-mini-row	[584, 742, 993, 1081]
enaios-headline: ΕΝΙΑΙΟΣ Ο ΑΡΧΙΤΕΚΤΟΝΙΚΟΣ ΔΙΑΓΩΝΙΣΜΟΣ ΔΙΑ ΤΑ ΣΧΕΔΙΑ ΤΩΝ ΕΛΛΗΝΙΚΩΝ ΠΕΡΙΠΤΕΡΩΝ ΕΙΣ ΤΕΣΣΑΡΑΣ ΞΕΝΑΣ ΔΙΕΘΝΕΙΣ ΕΚΘΕΣΕΙΣ	[1133, 29, 1518, 148]
column-d	[1123, 25, 1526, 2408]
article-etaireiai	[419, 138, 571, 396]
headline-divider	[748, 539, 829, 541]
fiscal-body	[584, 182, 993, 404]
neoi-iatroi-body	[584, 996, 719, 1077]
synoikesia-body	[430, 919, 559, 1011]
berec-line4: μέ μεγαλύτερη ἰσχύ	[1130, 1692, 1314, 1715]
corrugated-sheets-illustration	[83, 1631, 991, 1775]
berec-line3: σέ μεταλλικό περίβλημα	[1130, 1665, 1358, 1687]
papatsarouxas-name: ΧΡΗΣΤΟΣ ΠΑΠΑΤΣΑΡΟΥΧΑΣ	[105, 1926, 919, 1993]
ad-plakes	[25, 1310, 999, 1631]
headline-divider	[1285, 152, 1366, 154]
enaios-col2: Ἡ κριτική ἐπιτροπή, ἡ ὁποία θά ἀποτελεσθῆ ἐξ ἑνός καθηγητοῦ τοῦ ἐθνικοῦ Μετσοβίου πολυτεχνείου, ἐξ ἑνός μέλους τοῦ τεχνικοῦ ἐπιμελητηρίου Ἑλλάδος, ἐκ τοῦ τεχνικοῦ συμβούλου καί ἐκπροσώπων τῶν ἁρμοδίων ὑπηρεσιῶν, θά κρίνη τάς ὑποβληθησομένας μελέτας ἐντός μηνός ἀπό τῆς λήξεως τῆς προθεσμίας ὑποβολῆς.	[1263, 185, 1388, 335]
organismoi-headline: ΟΡΓΑΝΙΣΜΟΙ ΚΑΙ ΟΡΓΑΝΩΣΕΙΣ ΤΩΝ ΕΜΠΟΡΩΝ ΖΗΤΟΥΝ ΑΠΛΟΥΣΤΕΥΣΙΝ ΤΗΣ ΔΙΑΔΙΚΑΣΙΑΣ ΔΙΑ ΤΗΝ ΘΕΩΡΗΣΙΝ ΤΙΜΟΛΟΓΙΩΝ ΕΞΑΓΩΓΗΣ	[1134, 347, 1516, 439]
berec-line5: γιά μεγαλύτερη διάρκεια	[1130, 1721, 1364, 1743]
corrugated-sheets-illustration	[63, 1397, 319, 1631]
zitountai-title: ΖΗΤΟΥΝΤΑΙ	[63, 905, 373, 967]
col3-top-text: τήν ἀπόφασιν ταύτην αἱ ἁρμόδιαι ὑπηρεσίαι θά κοινοποιήσουν πρός ἅπαντας τούς ἐνδιαφερομένους ὀργανισμούς, πρός ἐνημέρωσίν των καί ἐφαρμογήν τῶν ὑπό τῶν κειμένων διατάξεων προβλεπομένων. Σχετικαί ὁδηγίαι θά ἐκδοθοῦν προσεχῶς ὑπό τοῦ ὑπουργείου.	[419, 30, 572, 133]
achepa-headline: ΘΑ ΑΦΙΧΘΟΥΝ ΚΑΤΑ ΤΟ ΘΕΡΟΣ ΕΙΣ ΕΛΛΑΔΑ 25,000 ΟΜΟΓΕΝΕΙΣ ΕΞ ΑΜΕΡΙΚΗΣ ΔΙΑ ΤΗΝ ΓΕΝΙΚΗΝ ΣΥΝΕΛΕΥΣΙΝ ΤΩΝ ΑΧΕΠΑΝΣ	[37, 87, 254, 205]
etaireiai-headline: ΚΑΙ ΑΛΛΑΙ ΕΤΑΙΡΕΙΑΙ ΕΓΚΑΘΙΣΤΑΝΤΑΙ ΕΙΣ ΤΗΝ ΕΛΛΑΔΑ	[430, 149, 559, 211]
col3-continuation	[419, 29, 571, 133]
zitountai-body: ΠΑΡΑ ΣΟΒΑΡΑΣ ΒΙΟΜΗΧΑΝΙΑΣ ΣΧΕΔΙΑΣΤΑΙ ΜΗΧΑΝΟΛΟΓΙΚΟΥ ΣΧΕΔΙΟΥ ΜΕ ΠΕΝΤΑΕΤΗ ΤΟΥΛΑΧΙΣΤΟΝ ΥΠΗΡΕΣΙΑΝ ΕΙΣ ΒΙΟΜΗΧΑΝΙΑΝ.— ΟΙ ΕΝΔΙΑΦΕΡΟΜΕΝΟΙ ΔΕΟΝ ΟΠΩΣ ΑΠΟΣΤΕΙΛΩΣΙ ΒΙΟΓΡΑΦΙΚΟΝ ΣΗΜΕΙΩΜΑ ΕΙΣ ΤΗΝ ΔΙΑΦΗΜΙΣΤΙΚΗΝ ΕΤΑΙΡΕΙΑΝ «ΑΔΕΛ Α.Ε.» — ΤΣΙΜΙΣΚΗ 70 — ΘΕΣΣΑΛΟΝΙΚΗ	[52, 972, 384, 1162]
ad-evelit	[140, 1788, 989, 1901]
ydreusi-headline: ΜΙΚΡΑΙ ΑΝΩΜΑΛΙΑΙ ΕΙΣ ΤΗΝ ΥΔΡΕΥΣΙΝ ΕΙΣ ΥΨΗΛΑΣ ΣΥΝΟΙΚΙΑΣ ΚΑΙ ΣΥΝΟΙΚΙΣΜΟΥΣ	[1010, 1393, 1113, 1473]
berec-line2-brand: BEREC	[1130, 1630, 1214, 1658]
ydreusi-body	[1005, 1476, 1118, 1580]
achepa-body-col2: — Πιστεύομεν ὅτι ἡ συνέλευσις τοῦ 1970 θά χαρακτηρισθῆ ὡς ἡ μεγαλυτέρα καί καλυτέρα ὅλων τῶν μέχρι τοῦδε, ἐτόνισεν ὁ κ. Μανιατάκης, ὁ ὁποῖος προσέθεσεν ὅτι θά μετάσχουν ἀντιπροσωπεῖαι ἐξ ὅλων τῶν πολιτειῶν τῆς Ἀμερικῆς καί τοῦ Καναδᾶ. — Ἐν τούτοις, εἶπε περαιτέρω, προσεκαλέσαμεν 70—80 γερουσιαστάς. Πιστεύομεν ὅτι εἰς τό τέλος τῶν ἐργασιῶν τοῦ συνεδρίου θά δοθῆ μεγάλος χορός.	[149, 255, 265, 485]
article-troxonomoi	[1005, 1081, 1118, 1227]
berec-battery-small-label: with Power Plus	[1397, 1861, 1500, 1877]
article-automata	[1005, 36, 1118, 344]
petrelaio-body	[735, 846, 993, 963]
kathysterisi-body	[1005, 469, 1118, 654]
agxos-title: Τὸ Ἄγχος	[1018, 1812, 1105, 1871]
berec-slogan	[1130, 1569, 1367, 1899]
dimiourg-col1: ΑΘΗΝΑΙ, 22. — Δραστηροποίησις ἐπισημαίνεται πρός τήν κατεύθυνσιν τῆς δημιουργίας τῶν προϋποθέσεων διά τήν ταχυτέραν ἀντιμετώπισιν τῶν βασικῶν θεμάτων τῆς βιομηχανίας. Εἰς τό κατάρτιζόμενον πρόγραμμα περιλαμβάνονται κεφάλαια ἀφορῶντα τήν χρηματοδότησιν, τήν φορολογικήν μεταχείρισιν καί τήν ἁπλούστευσιν τῆς διαδικασίας ἐκδόσεως τῶν ἀπαιτουμένων ἀδειῶν (ἄδειαν σκοπιμότητος, ἄδειαν ἐγκαταστάσεως κ.λ.π.).	[584, 547, 993, 662]
achepa-body-col1: ΑΘΗΝΑΙ, 22.— Ἄνω τῶν εἴκοσι πέντε χιλιάδων ὁμογενεῖς ἐξ Ἀμερικῆς θά ἀφιχθοῦν κατά τό προσεχές θέρος εἰς τήν Ἑλλάδα, ἐπ᾽ εὐκαιρίᾳ τῆς γενικῆς συνελεύσεως τῆς ὀργανώσεως τῶν Ἀχεπανς, ὡς ἀνεκοίνωσεν ὁ κυβερνήτης τῆς ΑΧΕΠΑ κ. Μανιατάκης, εὑρισκόμενος ἀπό τριημέρου εἰς τάς Ἀθήνας. Ἡ γενική συνέλευσις θά πραγματοποιηθῆ τόν Αὔγουστον τοῦ 1970 καί ὑπολογίζεται ὅτι θά παραστοῦν εἰς αὐτήν πλεῖστοι ἐπίσημοι ἐκ τῶν Ἡνωμένων Πολιτειῶν. Ὁ κ. Μανιατάκης ἀνεφέρθη ἐν συνεχείᾳ εἰς τάς ἑορταστικάς ἐκδηλώσεις, αἱ ὁποῖαι θά ὀργανωθοῦν καθ᾽ ὅλην τήν διάρκειαν τῶν ἐργασιῶν τῆς συνελεύσεως.	[25, 217, 265, 494]
achepa-body	[25, 216, 265, 494]
dimos-p3: Ὁμοίως καλοῦνται οἱ ὀφειλέται τοῦ Δήμου ἐκ πάσης αἰτίας τῶν οἰκονομικῶν ἐτῶν 1968 καί παλαιοτέρων οἵτινες δέν προῆλθον μέχρι σήμερον εἰς τήν πληρωμήν τῶν ὀφειλῶν των, ὅπως σπεύσωσι τό συντομώτερον πρός ἐξόφλησίν των.	[1221, 1350, 1506, 1426]
dimos-ad-body	[1221, 1104, 1506, 1510]
evelit-ring-shape	[178, 1809, 224, 1866]
kathysterisi-text: ΑΘΗΝΑΙ, 22.— Ὁ ὑπουργός δημοσίων ἔργων κ. Παπαδημητρίου, συνοδευόμενος ὑπό τοῦ προϊσταμένου συγκοινωνιακῶν ἔργων κ. Ἀρβανίτη, μετέβη πρός ἐπιθεώρησιν τῆς ὑπό ἀποπεράτωσιν νέας ἐθνικῆς ὁδοῦ Κορίνθου — Πατρῶν. Ἡ ὁλοκλήρωσις τῶν ἐργασιῶν θά καθυστερήσῃ σημαντικῶς λόγῳ τῆς ἰδιομόρφου κατασκευῆς τοῦ ἔργου.	[1005, 469, 1119, 653]
headline-divider	[824, 839, 905, 840]
dimos-signature-name: ΑΛΕΞ. ΚΩΝΣΤΑΝΤΙΝΙΔΗΣ	[1280, 1530, 1448, 1545]
kathysterisi-headline: ΘΑ ΚΑΘΥΣΤΕΡΗΣΗ Η ΟΛΟΚΛΗΡΩΣΙΣ ΤΗΣ ΝΕΑΣ ΟΔΟΥ ΚΟΡΙΝΘΟΥ — ΠΑΤΡΩΝ	[1007, 359, 1116, 457]
neoi-iatroi-headline: ΝΕΟΙ ΙΑΤΡΟΙ ΤΗΣ ΒΟΡΕΙΟΥ ΕΛΛΑΔΟΣ	[590, 965, 714, 993]
plirofories-body	[1005, 1285, 1118, 1377]
article-symvoulion	[271, 25, 411, 494]
botaniko-cta: ΖΗΤΗΣΑΤΕ ΤΟ ΑΠΟ:	[738, 1191, 840, 1202]
evelit-subtitle: ΕΛΛΗΝΙΚΗ ΒΙΟΜΗΧΑΝΙΑ ΑΜΙΑΝΤΟΤΣΙΜΕΝΤΟΥ Α.Ε.	[265, 1848, 944, 1870]
symvoulion-p1: ΑΘΗΝΑΙ, 22.— Ἡ συνοίκησις ὁμογενειῶν εἰς τό αὐτό οἴκημα πρός κοινήν στέγασιν, κατά τήν ἔννοιαν τῶν διατάξεων τῶν ἀναφερομένων εἰς τήν στέγασιν τῶν ἀστέγων, κρίνεται ὑπό τοῦ συμβουλίου ἐπικρατείας νομίμως χωροῦσα, ἐφ᾽ ὅσον συντρέχουν αἱ σχετικαί προϋποθέσεις τοῦ νόμου.	[277, 138, 405, 276]
etaireiai-text: ΑΘΗΝΑΙ, 22.— Ὑπό τοῦ ὑπουργοῦ ἐμπορικῆς ναυτιλίας κ. Χολέβα ὑπεγράφη ἀπόφασις περί ἐγκαταστάσεως ἐν Ἑλλάδι γραφείου, δυνάμει τῶν Α.Ν. 89/67 καί 378/68 τῆς ἐν Παναμᾷ ἑδρευούσης ναυτιλιακῆς ἑταιρείας «Πρόδρομος Λάϊνς Σοσιετά Ἀνονίμα». Ὁμοίως ὑπεγράφη ἑτέρα ἀπόφασις περί ὑπαγωγῆς εἰς τάς διατάξεις τῶν ὡς ἄνω Α.Ν. τῆς ἐν Πειραιεῖ ἑδρευούσης ναυτιλιακῆς ἑταιρείας «Ἀστήρ, Ναυτικά Πρακτορεῖα Πειραιῶς, ΕΠΕ».	[419, 224, 572, 396]
synoikesia-text: Δ)ΝΙΣ μορφωμένη καί ἐργαζομένη, ζητεῖ σύζυγον ὅμοιάν της. Πληροφορίαι αὐτοπροσώπως εἰς τό γραφεῖον συνοικεσίων, Ἁγίου Βασιλείου 7, στάσις Ὁσίας Ξένης, πρώην «λούξ», λεωφορεῖον Πυλαίας.	[430, 920, 560, 1011]
papatsarouxas-line4: ΤΩΡΑ ΤΟ ΤΕΧΝΙΚΟΝ ΓΡΑΦΕΙΟΝ ΧΡ. ΠΑΠΑΤΣΑΡΟΥΧΑΣ Ο.Ε. ΔΙΑ ΤΗΣ ΠΡΟΣΘΗΚΗΣ ΚΑΙ ΕΤΕΡΩΝ ΑΞΙΟΛΟΓΩΝ ΥΛΙΚΩΝ ΕΥΕ	[31, 2073, 993, 2090]
amfivolon-col3: Οἱ παρατηρηταί σημειώνουν ὅτι αἱ συνομιλίαι μεταξύ Ἀνατολῆς καί Δύσεως εὑρίσκονται εἰσέτι εἰς προκαταρκτικόν στάδιον καί ὅτι οὐδεμία οὐσιαστική πρόοδος ἔχει σημειωθῆ μέχρι στιγμῆς. Ἐν τούτοις, ἡ ἀνταλλαγή ἀπόψεων συνεχίζεται καί δέν ἀποκλείεται νά ὑπάρξουν νεώτεραι ἐξελίξεις ἐντός τῶν προσεχῶν ἑβδομάδων, ἀναλόγως τῆς στάσεως τήν ὁποίαν θά τηρήσουν αἱ κυβερνήσεις τῶν ἐνδιαφερομένων χωρῶν.	[1397, 780, 1521, 987]
article-150etiris	[1005, 659, 1118, 1074]
evelit-name: ΕΥΕΛΙΤ	[265, 1796, 594, 1845]
botaniko-right2: ΜΗΤΡΟΠΟΛΕΩΣ 41	[826, 1219, 938, 1232]
tebe-headline: ΗΣΦΑΛΙΣΜΕΝΟΙ ΤΟΥ ΤΕΒΕ	[1010, 1593, 1113, 1621]
papatsarouxas-line2: ΓΡΑΦΕΙΟΝ: ΜΑΚΡΥΓΙΑΝΝΗ 85 — ΤΗΛΕΦ. 510.122 (ΗΛΙΟΥΠΟΛΙΣ)	[255, 2024, 769, 2041]
geuma-subhead: ΓΕΥΜΑ ΕΙΣ ΓΡΑΜΜΑΤΕΙΣ ΤΟΥ ΚΟΓΚΡΕΣΣΟΥ	[1133, 932, 1251, 972]
ad-dimos-thessalonikis	[1207, 997, 1521, 1553]
article-achepa	[25, 25, 271, 494]
column-mini-left	[584, 746, 719, 1081]
proodos-line1: Η ΑΝΩΝΥΜΟΣ ΕΤΑΙΡΕΙΑ	[1016, 2056, 1108, 2084]
botaniko-right1: ΔΑΣΟΠΟΝΙΚΗ	[842, 1204, 922, 1218]
dimiourg-body	[584, 547, 993, 665]
right-section	[999, 25, 1526, 2408]
c-bottom-notice	[1005, 2319, 1118, 2399]
enaios-body	[1130, 159, 1521, 336]
proodos-text: Ἐπιθυμεῖ νά προσλάβη διά τό ἐν Θεσσαλονίκῃ ὑποκατάστημά της ὑπαλλήλους μέ γνώσεις ἐκτελωνιστικῶν ἐργασιῶν. Πληροφορίαι καθ᾽ ἑκάστην εἰς τά γραφεῖα τῆς ἑταιρείας.	[1016, 2160, 1108, 2298]
article-tyflon	[419, 402, 571, 726]
kathorizetai-headline: ΚΑΘΟΡΙΖΕΤΑΙ ΥΠΟ ΠΟΙΑΣ ΠΡΟΫΠΟΘΕΣΕΙΣ ΕΠΙΤΡΕΠΕΤΑΙ Η ΕΙΣΑΓΩΓΗ ΔΕΙΓΜΑΤΩΝ ΑΝΕΥ ΚΑΤΑΒΟΛΗΣ ΔΑΣΜΟΥ ΕΠΙ ΤΗΣ ΑΞΙΑΣ	[27, 506, 409, 585]
botaniko-author: Δ. ΚΑΒΒΑΔΑ	[744, 1147, 834, 1162]
kathorizetai-body	[25, 596, 411, 886]
corrugated-sheets-illustration	[348, 1477, 970, 1621]
organismoi-body	[1130, 450, 1521, 639]
papatsarouxas-line3: ΑΠΟΘΗΚΗ: 5,5 ΧΙΛΜ. ΟΔΟΥ ΒΕΡΟΙΑΣ — ΕΝΑΝΤΙ ΕΚΘΕΣΕΩΣ GOOD YEAR ΤΗΛΕΦ. 512.604 — ΘΕΣΣΑΛΟΝΙΚΗ	[86, 2046, 938, 2063]
dimos-signature-role: Ὁ δήμαρχος	[1328, 1515, 1400, 1528]
